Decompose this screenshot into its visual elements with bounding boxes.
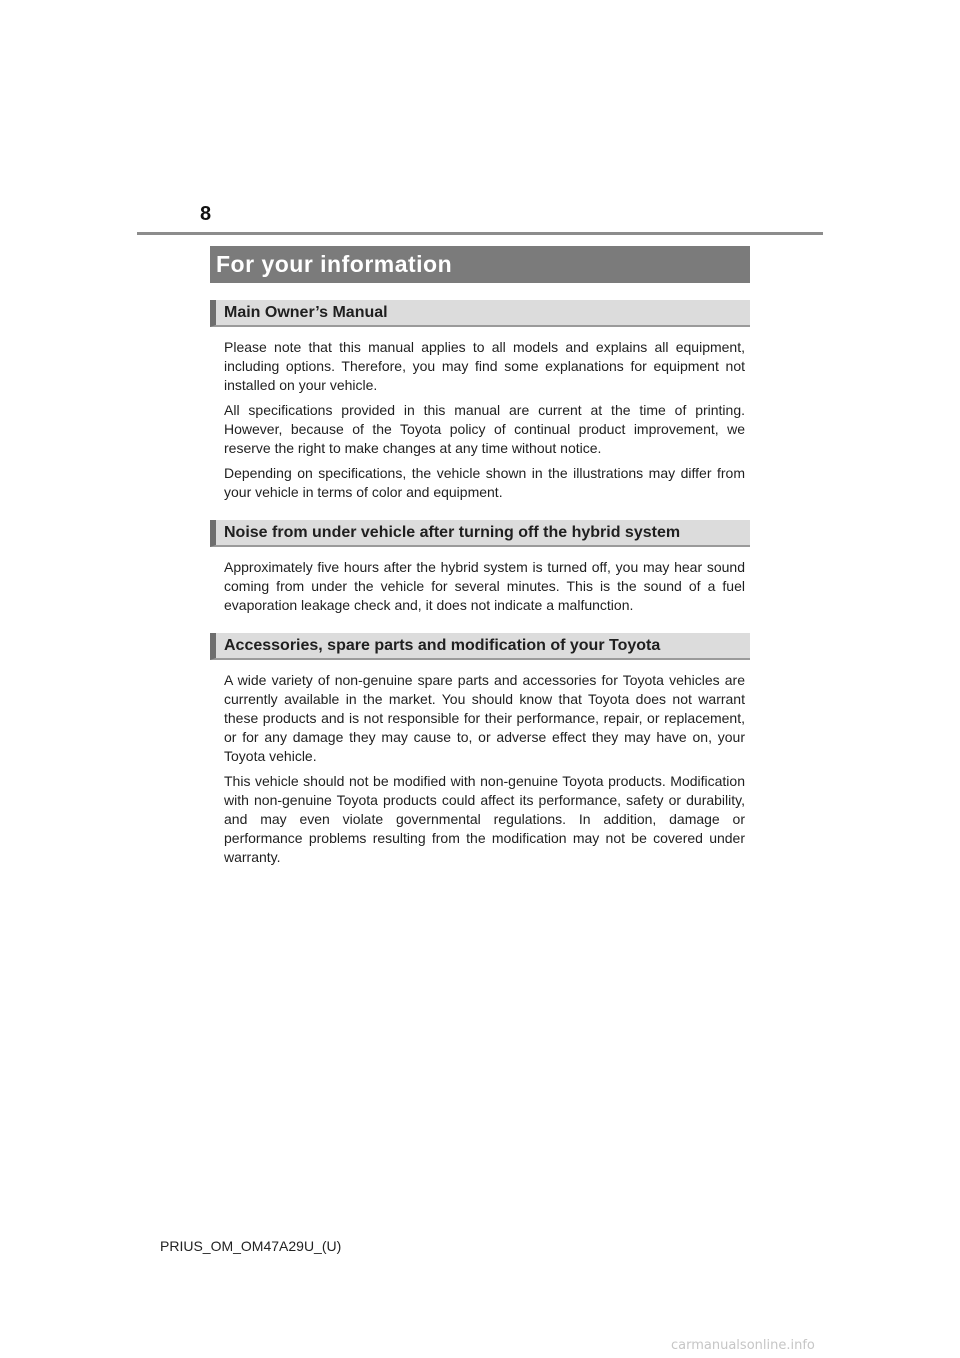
section-heading-bar [210,520,750,547]
section-noise-under-vehicle [210,520,750,615]
section-heading: Noise from under vehicle after turning off the hybrid system [224,523,681,541]
page-number: 8 [200,203,212,225]
page-title: For your information [216,251,453,277]
paragraph: Please note that this manual applies to all models and explains all equipment, including options. Therefore, you may find some explanations for equipment not installed on your vehicle. [224,339,745,393]
watermark-text: carmanualsonline.info [671,1338,815,1353]
header-divider [137,232,823,235]
section-heading-bar [210,300,750,327]
paragraph: Depending on specifications, the vehicle shown in the illustrations may differ from your vehicle in terms of color and equipment. [224,465,745,500]
section-main-owners-manual [210,300,750,502]
document-code: PRIUS_OM_OM47A29U_(U) [160,1238,342,1254]
paragraph: A wide variety of non-genuine spare parts and accessories for Toyota vehicles are currently available in the market. You should know that Toyota does not warrant these products and is not responsible for their performance, repair, or replacement, or for any damage they may cause to, or adverse effect they may have on, your Toyota vehicle. [224,672,745,764]
page-title-bar [210,246,750,283]
section-heading: Main Owner’s Manual [224,303,388,321]
paragraph: This vehicle should not be modified with non-genuine Toyota products. Modification with non-genuine Toyota products could affect its performance, safety or durability, and may even violate governmental regulations. In addition, damage or performance problems resulting from the modification may not be covered under warranty. [224,773,745,865]
paragraph: All specifications provided in this manual are current at the time of printing. However, because of the Toyota policy of continual product improvement, we reserve the right to make changes at any time without notice. [224,402,745,456]
paragraph: Approximately five hours after the hybrid system is turned off, you may hear sound coming from under the vehicle for several minutes. This is the sound of a fuel evaporation leakage check and, it does not indicate a malfunction. [224,559,745,613]
section-accessories-modification [210,633,750,867]
section-heading-bar [210,633,750,660]
content-body [210,300,750,873]
section-heading: Accessories, spare parts and modification of your Toyota [224,636,661,654]
